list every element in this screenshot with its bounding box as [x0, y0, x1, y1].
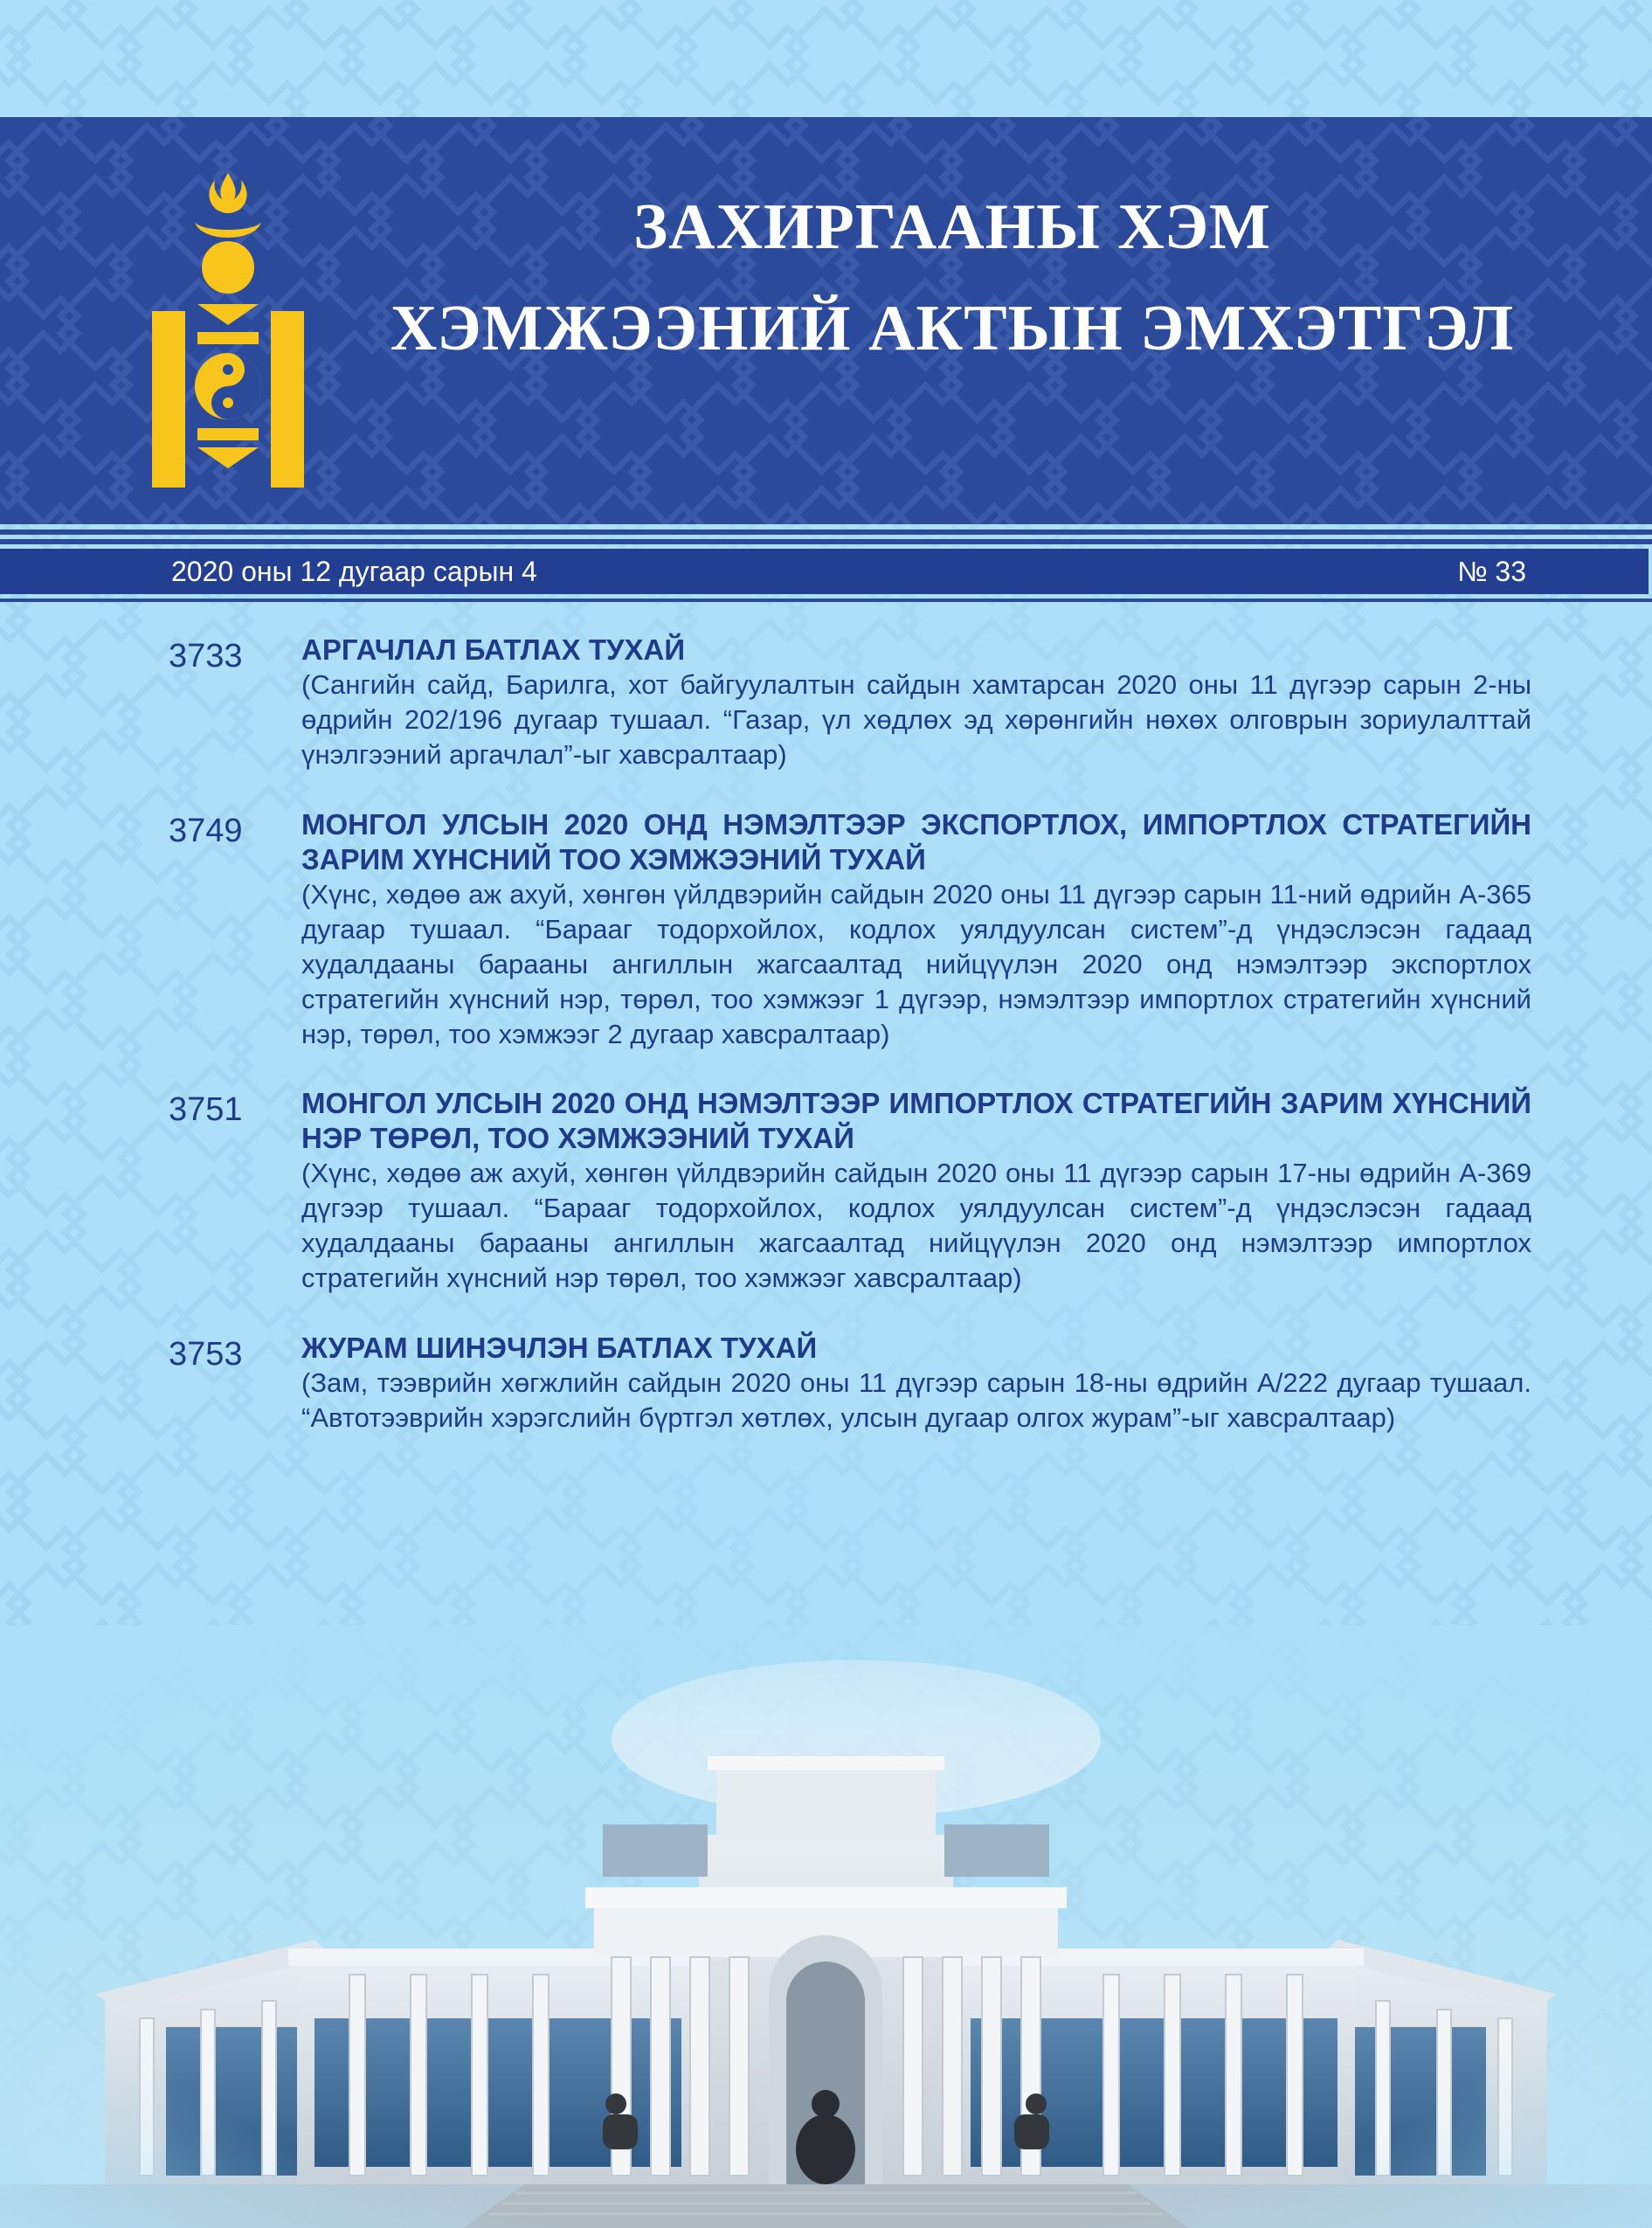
entry-description: (Сангийн сайд, Барилга, хот байгуулалтын сайдын хамтарсан 2020 оны 11 дүгээр сарын 2-ны өдрийн 202/196 дугаар тушаал. “Газар, үл хөдлөх эд хөрөнгийн нөхөх олговрын зориулалттай үнэлгээний аргачлал”-ыг хавсралтаар): [301, 669, 1531, 770]
entry-description: (Зам, тээврийн хөгжлийн сайдын 2020 оны 11 дүгээр сарын 18-ны өдрийн А/222 дугаар тушаал. “Автотээврийн хэрэгслийн бүртгэл хөтлөх, улсын дугаар олгох журам”-ыг хавсралтаар): [301, 1367, 1531, 1433]
header-divider-stripe: [0, 529, 1652, 535]
issue-date: 2020 оны 12 дугаар сарын 4: [171, 556, 537, 587]
entry-number: 3753: [169, 1336, 243, 1373]
page-title-line1: ЗАХИРГААНЫ ХЭМ: [633, 191, 1271, 263]
entry-description: (Хүнс, хөдөө аж ахуй, хөнгөн үйлдвэрийн сайдын 2020 оны 11 дүгээр сарын 11-ний өдрийн А-365 дугаар тушаал. “Барааг тодорхойлох, кодлох уялдуулсан систем”-д үндэслэсэн гадаад худалдааны барааны ангиллын жагсаалтад нийцүүлэн 2020 онд нэмэлтээр экспортлох стратегийн хүнсний нэр, төрөл, тоо хэмжээг 1 дүгээр, нэмэлтээр импортлох стратегийн хүнсний нэр, төрөл, тоо хэмжээг 2 дугаар хавсралтаар): [301, 879, 1531, 1049]
entry-title: МОНГОЛ УЛСЫН 2020 ОНД НЭМЭЛТЭЭР ИМПОРТЛОХ СТРАТЕГИЙН ЗАРИМ ХҮНСНИЙ НЭР ТӨРӨЛ, ТОО ХЭМЖЭЭНИЙ ТУХАЙ: [301, 1087, 1531, 1154]
page-title-line2: ХЭМЖЭЭНИЙ АКТЫН ЭМХЭТГЭЛ: [390, 293, 1515, 364]
entry-title: МОНГОЛ УЛСЫН 2020 ОНД НЭМЭЛТЭЭР ЭКСПОРТЛОХ, ИМПОРТЛОХ СТРАТЕГИЙН ЗАРИМ ХҮНСНИЙ ТОО ХЭМЖЭЭНИЙ ТУХАЙ: [301, 808, 1531, 875]
government-palace-illustration: [0, 1625, 1652, 2228]
entry-description: (Хүнс, хөдөө аж ахуй, хөнгөн үйлдвэрийн сайдын 2020 оны 11 дүгээр сарын 17-ны өдрийн А-369 дүгээр тушаал. “Барааг тодорхойлох, кодлох уялдуулсан систем”-д үндэслэсэн гадаад худалдааны барааны ангиллын жагсаалтад нийцүүлэн 2020 онд нэмэлтээр импортлох стратегийн хүнсний нэр төрөл, тоо хэмжээг хавсралтаар): [301, 1158, 1531, 1293]
date-bar-divider: [0, 599, 1652, 602]
entry-number: 3751: [169, 1091, 243, 1128]
entry-number: 3733: [169, 638, 243, 675]
soyombo-emblem-icon: [147, 171, 309, 495]
issue-number: № 33: [1457, 556, 1526, 587]
entry-title: ЖУРАМ ШИНЭЧЛЭН БАТЛАХ ТУХАЙ: [301, 1332, 818, 1364]
entry-title: АРГАЧЛАЛ БАТЛАХ ТУХАЙ: [301, 633, 686, 666]
entry-number: 3749: [169, 813, 243, 849]
header-divider-stripe: [0, 539, 1652, 544]
